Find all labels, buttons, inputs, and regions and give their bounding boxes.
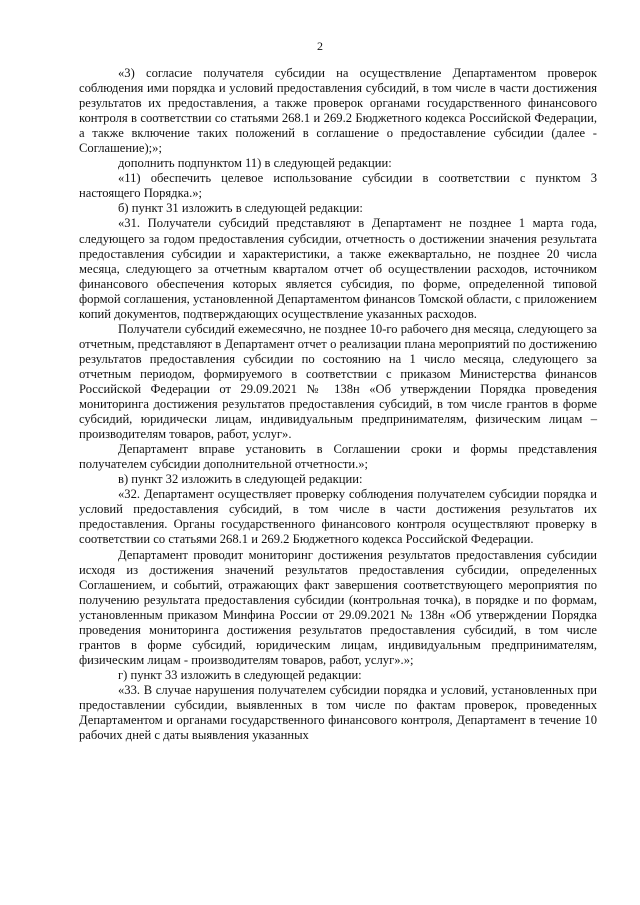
paragraph-subitem-3-consent: «3) согласие получателя субсидии на осуществление Департаментом проверок соблюдения ими порядка и условий предоставления субсидий, в том числе в части достижения результатов их предоставления, а также проверок органами государственного финансового контроля в соответствии со статьями 268.1 и 269.2 Бюджетного кодекса Российской Федерации, а также включение таких положений в соглашение о предоставление субсидии (далее - Соглашение);»; [79, 66, 597, 156]
paragraph-point-32-text: «32. Департамент осуществляет проверку соблюдения получателем субсидии порядка и условий предоставления субсидий, в том числе в части достижения результатов их предоставления. Органы государственного финансового контроля осуществляют проверку в соответствии со статьями 268.1 и 269.2 Бюджетного кодекса Российской Федерации. [79, 487, 597, 547]
paragraph-subitem-11-text: «11) обеспечить целевое использование субсидии в соответствии с пунктом 3 настоящего Порядка.»; [79, 171, 597, 201]
paragraph-item-b-point-31: б) пункт 31 изложить в следующей редакции: [118, 201, 363, 216]
paragraph-additional-reporting: Департамент вправе установить в Соглашении сроки и формы представления получателем субсидии дополнительной отчетности.»; [79, 442, 597, 472]
paragraph-add-subitem-11: дополнить подпунктом 11) в следующей редакции: [118, 156, 392, 171]
page-number: 2 [317, 39, 323, 53]
paragraph-point-33-text: «33. В случае нарушения получателем субсидии порядка и условий, установленных при предоставлении субсидии, выявленных в том числе по фактам проверок, проведенных Департаментом и органами государственного финансового контроля, Департамент в течение 10 рабочих дней с даты выявления указанных [79, 682, 597, 743]
paragraph-item-g-point-33: г) пункт 33 изложить в следующей редакции: [118, 667, 362, 682]
document-body [79, 66, 597, 743]
paragraph-item-v-point-32: в) пункт 32 изложить в следующей редакции: [118, 472, 363, 487]
paragraph-point-31-text: «31. Получатели субсидий представляют в Департамент не позднее 1 марта года, следующего за годом предоставления субсидии, отчетность о достижении значения результата предоставления субсидии и характеристики, а также ежеквартально, не позднее 20 числа месяца, следующего за отчетным кварталом отчет об осуществлении расходов, источником финансового обеспечения которых является субсидия, по форме, определенной типовой формой соглашения, установленной Департаментом финансов Томской области, с приложением копий документов, подтверждающих осуществление указанных расходов. [79, 216, 597, 321]
paragraph-monthly-report: Получатели субсидий ежемесячно, не позднее 10-го рабочего дня месяца, следующего за отчетным, представляют в Департамент отчет о реализации плана мероприятий по достижению результатов предоставления субсидии по состоянию на 1 число месяца, следующего за отчетным периодом, формируемого в соответствии с приказом Министерства финансов Российской Федерации от 29.09.2021 № 138н «Об утверждении Порядка проведения мониторинга достижения результатов предоставления субсидий, в том числе грантов в форме субсидий, юридически лицам, индивидуальным предпринимателям, физическим лицам – производителям товаров, работ, услуг». [79, 321, 597, 442]
paragraph-monitoring: Департамент проводит мониторинг достижения результатов предоставления субсидии исходя из достижения значений результатов предоставления субсидии, определенных Соглашением, и событий, отражающих факт завершения соответствующего мероприятия по получению результата предоставления субсидии (контрольная точка), в порядке и по формам, установленным приказом Минфина России от 29.09.2021 № 138н «Об утверждении Порядка проведения мониторинга достижения результатов предоставления субсидий, в том числе грантов в форме субсидий, юридическим лицам, индивидуальным предпринимателям, физическим лицам - производителям товаров, работ, услуг».»; [79, 547, 597, 667]
